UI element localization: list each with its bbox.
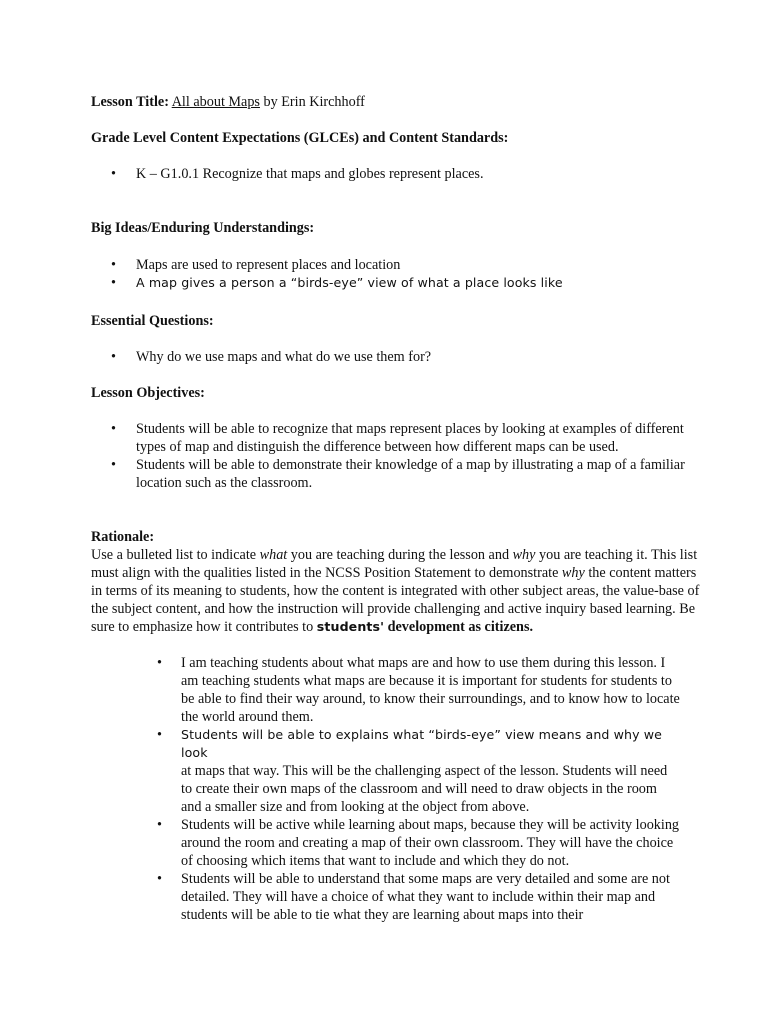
bullet-icon: • [111, 166, 116, 182]
list-item: • Students will be active while learning about maps, because they will be activity looking around the room and creating a map of their own classroom. They will have the choice of choosing which items that want to include and which they do not. [157, 817, 680, 869]
rationale-heading: Rationale: [91, 529, 155, 545]
objectives-list [111, 420, 688, 492]
list-item: • Students will be able to demonstrate their knowledge of a map by illustrating a map of a familiar location such as the classroom. [111, 457, 685, 491]
lesson-title-line [91, 93, 708, 111]
bullet-icon: • [111, 275, 116, 291]
bullet-icon: • [157, 871, 162, 887]
glce-list [111, 165, 688, 183]
list-item: • I am teaching students about what maps are and how to use them during this lesson. I am teaching students what maps are because it is important for students for students to be able to find their way around, to know their surroundings, and to know how to locate the world around them. [157, 655, 680, 725]
bullet-icon: • [157, 727, 162, 743]
list-item: • Students will be able to understand that some maps are very detailed and some are not detailed. They will have a choice of what they want to include within their map and students will be able to tie what they are learning about maps into their [157, 871, 670, 923]
rationale-intro: Use a bulleted list to indicate what you are teaching during the lesson and why you are teaching it. This list must align with the qualities listed in the NCSS Position Statement to demonstrate why the content matters in terms of its meaning to students, how the content is integrated with other subject areas, the value-base of the subject content, and how the instruction will provide challenging and active inquiry based learning. Be sure to emphasize how it contributes to students' development as citizens. [91, 547, 700, 635]
bullet-icon: • [157, 817, 162, 833]
essential-questions-list [111, 348, 688, 366]
list-item: • K – G1.0.1 Recognize that maps and globes represent places. [111, 166, 484, 182]
lesson-author: by Erin Kirchhoff [259, 94, 365, 110]
bullet-icon: • [111, 457, 116, 473]
bullet-icon: • [111, 349, 116, 365]
lesson-title: All about Maps [171, 94, 260, 110]
list-item: • Students will be able to recognize that maps represent places by looking at examples of different types of map and distinguish the difference between how different maps can be used. [111, 421, 684, 455]
big-ideas-heading: Big Ideas/Enduring Understandings: [91, 220, 315, 236]
essential-questions-heading: Essential Questions: [91, 313, 214, 329]
lesson-title-label: Lesson Title: [91, 94, 169, 110]
glce-heading: Grade Level Content Expectations (GLCEs) and Content Standards: [91, 130, 509, 146]
list-item: • A map gives a person a “birds-eye” view of what a place looks like [111, 275, 563, 291]
list-item: • Maps are used to represent places and location [111, 257, 401, 273]
objectives-heading: Lesson Objectives: [91, 385, 205, 401]
bullet-icon: • [111, 257, 116, 273]
rationale-list [157, 654, 680, 924]
bullet-icon: • [111, 421, 116, 437]
list-item: • Why do we use maps and what do we use them for? [111, 349, 432, 365]
big-ideas-list [111, 256, 688, 292]
bullet-icon: • [157, 655, 162, 671]
list-item: • Students will be able to explains what “birds-eye” view means and why we look at maps that way. This will be the challenging aspect of the lesson. Students will need to create their own maps of the classroom and will need to draw objects in the room and a smaller size and from looking at the object from above. [157, 727, 668, 815]
